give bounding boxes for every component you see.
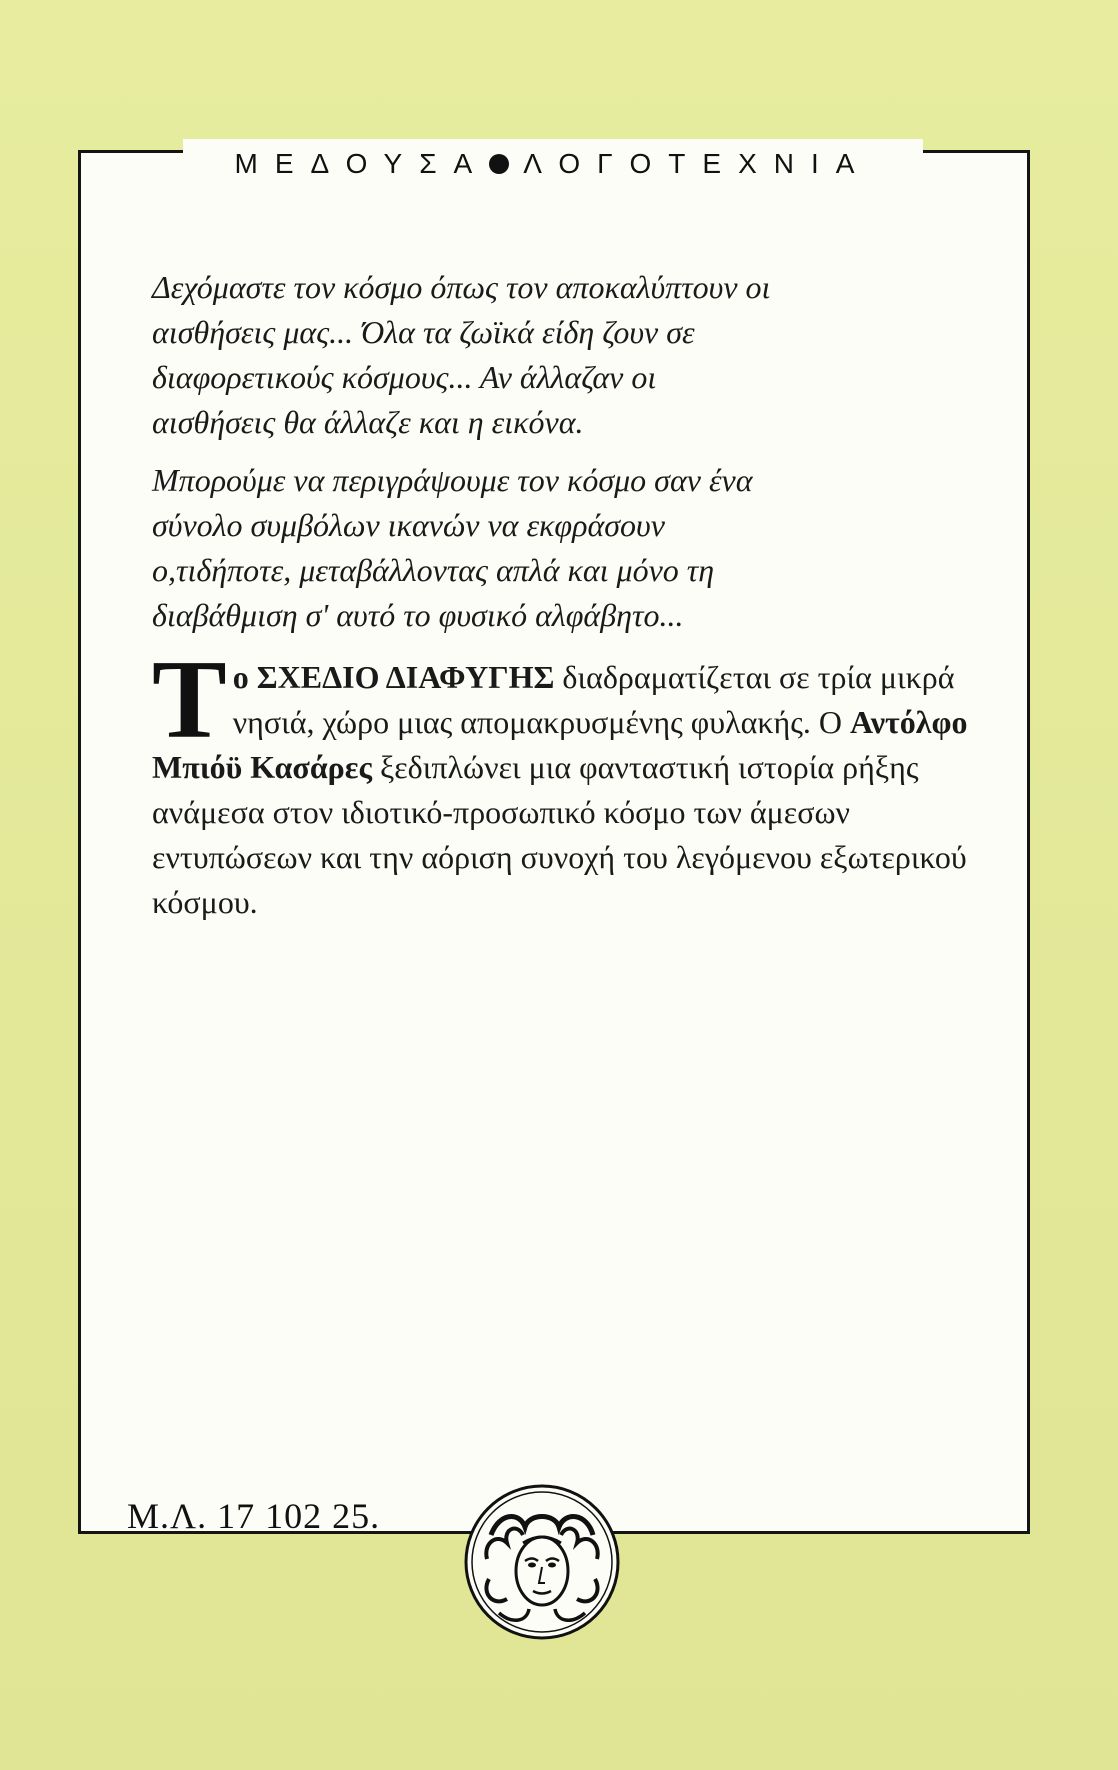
series-name: ΛΟΓΟΤΕΧΝΙΑ <box>523 148 872 179</box>
series-publisher: ΜΕΔΟΥΣΑ <box>234 148 490 179</box>
series-banner <box>183 139 923 189</box>
series-dot-icon <box>489 154 509 174</box>
medusa-head-icon <box>463 1483 621 1641</box>
quote-line: αισθήσεις μας... Όλα τα ζωϊκά είδη ζουν σε <box>152 314 695 350</box>
quote-line: αισθήσεις θα άλλαζε και η εικόνα. <box>152 404 584 440</box>
epigraph-quote-2 <box>152 458 982 638</box>
quote-line: Μπορούμε να περιγράψουμε τον κόσμο σαν ένα <box>152 462 753 498</box>
description-text-1: διαδραματίζεται σε τρία μικρά νησιά, χώρο μιας απομακρυσμένης φυλακής. Ο <box>232 659 955 740</box>
quote-line: σύνολο συμβόλων ικανών να εκφράσουν <box>152 507 665 543</box>
quote-line: διαφορετικούς κόσμους... Αν άλλαζαν οι <box>152 359 657 395</box>
drop-cap: Τ <box>152 638 227 762</box>
quote-line: ο,τιδήποτε, μεταβάλλοντας απλά και μόνο τη <box>152 552 715 588</box>
book-description <box>152 638 982 925</box>
catalog-code: Μ.Λ. 17 102 25. <box>127 1496 381 1536</box>
quote-line: διαβάθμιση σ' αυτό το φυσικό αλφάβητο... <box>152 597 684 633</box>
epigraph-quote-1 <box>152 265 982 445</box>
author-name: Αντόλφο Μπιόϋ Κασάρες <box>152 704 968 785</box>
quote-line: Δεχόμαστε τον κόσμο όπως τον αποκαλύπτουν οι <box>152 269 771 305</box>
description-text-2: ξεδιπλώνει μια φανταστική ιστορία ρήξης ανάμεσα στον ιδιοτικό-προσωπικό κόσμο των άμεσων εντυπώσεων και την αόριση συνοχή του λεγόμενου εξωτερικού κόσμου. <box>152 749 967 920</box>
book-title: ο ΣΧΕΔΙΟ ΔΙΑΦΥΓΗΣ <box>232 659 555 695</box>
